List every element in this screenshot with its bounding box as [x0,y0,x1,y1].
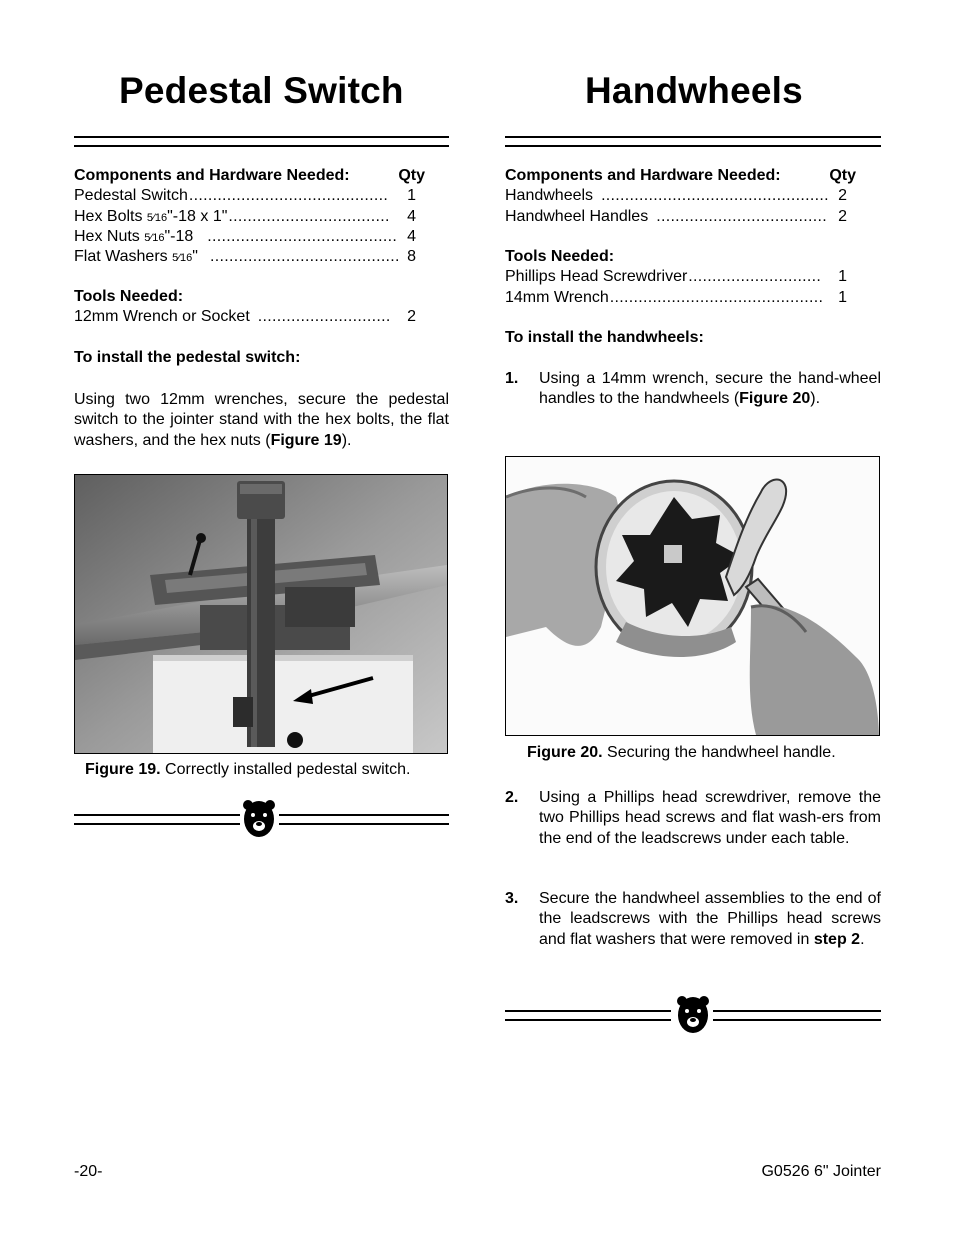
figure-19-photo [74,474,448,754]
install-header: To install the pedestal switch: [74,349,301,366]
section-title-handwheels: Handwheels [585,70,803,111]
components-header: Components and Hardware Needed: Qty [74,166,425,186]
tool-row: Phillips Head Screwdriver ............................ 1 [505,268,847,286]
divider-rule-right [279,814,449,825]
right-column [505,0,881,1235]
title-rule [74,136,449,147]
step-3: 3. Secure the handwheel assemblies to the end of the leadscrews with the Phillips head screws and flat washers that were removed in step 2. [505,890,881,948]
hardware-row: Pedestal Switch .......................................... 1 [74,187,416,205]
figure-19-caption: Figure 19. Correctly installed pedestal switch. [85,761,411,778]
components-list [505,166,881,227]
tool-row: 14mm Wrench ............................................. 1 [505,288,847,306]
handwheel-illustration [506,457,879,735]
figure-20-photo [505,456,880,736]
title-rule [505,136,881,147]
hardware-row: Hex Bolts 5⁄16"-18 x 1" .................................. 4 [74,207,416,225]
section-divider [74,798,449,840]
section-divider [505,994,881,1036]
hardware-row: Hex Nuts 5⁄16"-18 ........................................ 4 [74,227,416,245]
install-header: To install the handwheels: [505,329,704,346]
hardware-row: Handwheel Handles .................................... 2 [505,207,847,225]
page-number: -20- [74,1163,103,1180]
tools-header: Tools Needed: [505,248,615,265]
step-1: 1. Using a 14mm wrench, secure the hand-wheel handles to the handwheels (Figure 20). [505,370,881,408]
left-column [74,0,449,1235]
install-paragraph: Using two 12mm wrenches, secure the pedestal switch to the jointer stand with the hex bolts, the flat washers, and the hex nuts (Figure 19). [74,391,449,449]
divider-rule-left [505,1010,671,1021]
tools-list [74,287,449,328]
divider-rule-right [713,1010,881,1021]
qty-header: Qty [398,167,425,184]
components-list [74,166,449,267]
section-title-pedestal-switch: Pedestal Switch [119,70,404,111]
hardware-row: Flat Washers 5⁄16" ........................................ 8 [74,248,416,266]
bear-logo-icon [675,994,711,1036]
divider-rule-left [74,814,240,825]
figure-20-caption: Figure 20. Securing the handwheel handle. [527,744,836,761]
qty-header: Qty [829,167,856,184]
doc-title: G0526 6" Jointer [761,1163,881,1180]
tools-list [505,247,881,308]
hardware-row: Handwheels ................................................ 2 [505,187,847,205]
jointer-illustration [75,475,447,753]
bear-logo-icon [241,798,277,840]
tool-row: 12mm Wrench or Socket ............................ 2 [74,308,416,326]
step-2: 2. Using a Phillips head screwdriver, remove the two Phillips head screws and flat wash-ers from the end of the leadscrews under each table. [505,789,881,847]
tools-header: Tools Needed: [74,288,184,305]
components-header: Components and Hardware Needed: Qty [505,166,856,186]
